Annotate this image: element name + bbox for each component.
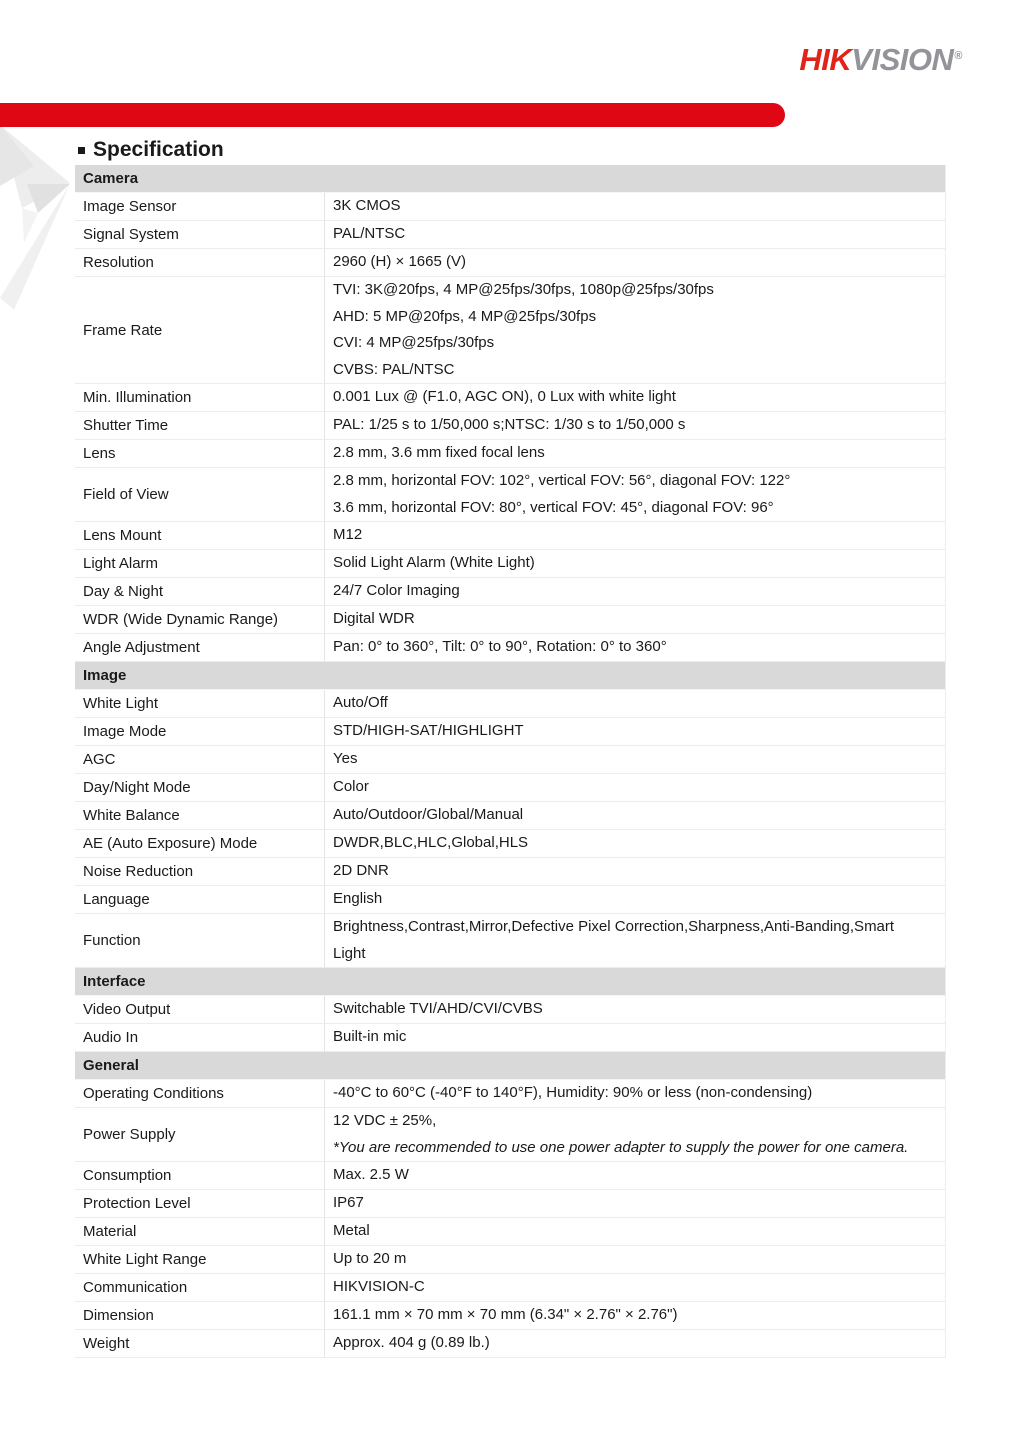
spec-value	[325, 412, 945, 439]
spec-table	[75, 165, 946, 1358]
spec-value-line: Up to 20 m	[333, 1250, 407, 1268]
spec-row	[75, 249, 945, 277]
section-header: Image	[75, 662, 945, 690]
spec-label: Angle Adjustment	[75, 634, 325, 661]
spec-label: Image Sensor	[75, 193, 325, 220]
spec-label: Power Supply	[75, 1108, 325, 1161]
spec-value-line: 2.8 mm, 3.6 mm fixed focal lens	[333, 444, 545, 462]
spec-value-line: 2.8 mm, horizontal FOV: 102°, vertical FOV: 56°, diagonal FOV: 122°	[333, 472, 791, 489]
spec-row	[75, 802, 945, 830]
spec-value-line: -40°C to 60°C (-40°F to 140°F), Humidity: 90% or less (non-condensing)	[333, 1084, 813, 1102]
spec-row	[75, 718, 945, 746]
spec-value	[325, 718, 945, 745]
spec-value-line: 0.001 Lux @ (F1.0, AGC ON), 0 Lux with white light	[333, 388, 676, 406]
spec-value-line: 161.1 mm × 70 mm × 70 mm (6.34" × 2.76" × 2.76")	[333, 1306, 678, 1324]
spec-value	[325, 802, 945, 829]
spec-value	[325, 578, 945, 605]
spec-label: Shutter Time	[75, 412, 325, 439]
spec-value-line: HIKVISION-C	[333, 1278, 425, 1296]
spec-label: Resolution	[75, 249, 325, 276]
spec-value	[325, 1274, 945, 1301]
logo-vision-text: VISION	[851, 42, 954, 77]
spec-row	[75, 522, 945, 550]
spec-label: Noise Reduction	[75, 858, 325, 885]
spec-row	[75, 468, 945, 522]
spec-value-line: Light	[333, 944, 366, 962]
spec-row	[75, 1330, 945, 1358]
spec-row	[75, 634, 945, 662]
spec-row	[75, 1246, 945, 1274]
spec-row	[75, 1190, 945, 1218]
section-header: Interface	[75, 968, 945, 996]
spec-label: Image Mode	[75, 718, 325, 745]
spec-label: Protection Level	[75, 1190, 325, 1217]
spec-label: Dimension	[75, 1302, 325, 1329]
spec-row	[75, 746, 945, 774]
spec-value	[325, 886, 945, 913]
spec-value	[325, 746, 945, 773]
spec-label: Weight	[75, 1330, 325, 1357]
spec-label: AGC	[75, 746, 325, 773]
spec-value-line: Metal	[333, 1222, 370, 1240]
spec-label: Day & Night	[75, 578, 325, 605]
spec-value	[325, 522, 945, 549]
spec-value-line: STD/HIGH-SAT/HIGHLIGHT	[333, 722, 524, 740]
spec-value-line: PAL: 1/25 s to 1/50,000 s;NTSC: 1/30 s to 1/50,000 s	[333, 416, 686, 434]
spec-value	[325, 830, 945, 857]
spec-value	[325, 468, 945, 521]
spec-value	[325, 996, 945, 1023]
spec-value-line: DWDR,BLC,HLC,Global,HLS	[333, 834, 529, 852]
spec-value-line: 12 VDC ± 25%,	[333, 1112, 437, 1129]
spec-row	[75, 193, 945, 221]
spec-row	[75, 440, 945, 468]
spec-label: White Light	[75, 690, 325, 717]
title-bullet-square	[78, 147, 85, 154]
spec-label: White Balance	[75, 802, 325, 829]
spec-value	[325, 634, 945, 661]
spec-value	[325, 221, 945, 248]
spec-row	[75, 550, 945, 578]
spec-value	[325, 440, 945, 467]
spec-value-line: 24/7 Color Imaging	[333, 582, 460, 600]
spec-value	[325, 1246, 945, 1273]
spec-row	[75, 1302, 945, 1330]
spec-row	[75, 1108, 945, 1162]
spec-label: Light Alarm	[75, 550, 325, 577]
spec-value	[325, 914, 945, 967]
spec-value	[325, 1302, 945, 1329]
spec-label: Function	[75, 914, 325, 967]
spec-row	[75, 830, 945, 858]
spec-value	[325, 1108, 945, 1161]
spec-row	[75, 606, 945, 634]
spec-label: Consumption	[75, 1162, 325, 1189]
spec-row	[75, 774, 945, 802]
registered-trademark-symbol: ®	[954, 49, 962, 62]
spec-label: Field of View	[75, 468, 325, 521]
spec-value	[325, 774, 945, 801]
spec-label: Signal System	[75, 221, 325, 248]
spec-row	[75, 578, 945, 606]
spec-label: AE (Auto Exposure) Mode	[75, 830, 325, 857]
spec-value	[325, 1190, 945, 1217]
spec-value-line: Approx. 404 g (0.89 lb.)	[333, 1334, 490, 1352]
spec-row	[75, 1080, 945, 1108]
spec-value-line: AHD: 5 MP@20fps, 4 MP@25fps/30fps	[333, 307, 597, 325]
spec-row	[75, 914, 945, 968]
spec-value-line: *You are recommended to use one power adapter to supply the power for one camera.	[333, 1138, 909, 1156]
spec-value-line: CVBS: PAL/NTSC	[333, 360, 455, 378]
spec-value	[325, 1218, 945, 1245]
spec-value	[325, 384, 945, 411]
spec-value-line: 3.6 mm, horizontal FOV: 80°, vertical FOV: 45°, diagonal FOV: 96°	[333, 498, 774, 516]
spec-value-line: Brightness,Contrast,Mirror,Defective Pixel Correction,Sharpness,Anti-Banding,Smart	[333, 918, 895, 935]
spec-row	[75, 384, 945, 412]
spec-value-line: PAL/NTSC	[333, 225, 406, 243]
spec-label: WDR (Wide Dynamic Range)	[75, 606, 325, 633]
spec-label: Language	[75, 886, 325, 913]
spec-label: White Light Range	[75, 1246, 325, 1273]
spec-label: Operating Conditions	[75, 1080, 325, 1107]
spec-value-line: Digital WDR	[333, 610, 415, 628]
spec-label: Min. Illumination	[75, 384, 325, 411]
page-title	[78, 138, 1018, 162]
spec-label: Video Output	[75, 996, 325, 1023]
spec-value-line: Switchable TVI/AHD/CVI/CVBS	[333, 1000, 543, 1018]
spec-row	[75, 1218, 945, 1246]
spec-value	[325, 1080, 945, 1107]
spec-label: Communication	[75, 1274, 325, 1301]
spec-value-line: Auto/Off	[333, 694, 388, 712]
spec-label: Material	[75, 1218, 325, 1245]
spec-value-line: Max. 2.5 W	[333, 1166, 409, 1184]
spec-label: Audio In	[75, 1024, 325, 1051]
spec-label: Lens	[75, 440, 325, 467]
spec-value-line: Yes	[333, 750, 358, 768]
spec-value	[325, 193, 945, 220]
spec-row	[75, 277, 945, 384]
spec-row	[75, 1024, 945, 1052]
spec-value	[325, 550, 945, 577]
section-header: General	[75, 1052, 945, 1080]
spec-row	[75, 886, 945, 914]
spec-value	[325, 606, 945, 633]
spec-value-line: Color	[333, 778, 369, 796]
spec-value-line: Solid Light Alarm (White Light)	[333, 554, 535, 572]
section-header: Camera	[75, 165, 945, 193]
spec-row	[75, 690, 945, 718]
spec-value-line: CVI: 4 MP@25fps/30fps	[333, 334, 495, 351]
spec-value-line: Built-in mic	[333, 1028, 407, 1046]
spec-value-line: IP67	[333, 1194, 364, 1212]
logo-hik-text: HIK	[799, 42, 852, 77]
spec-value-line: TVI: 3K@20fps, 4 MP@25fps/30fps, 1080p@25fps/30fps	[333, 281, 714, 298]
spec-value	[325, 1024, 945, 1051]
spec-label: Lens Mount	[75, 522, 325, 549]
spec-value	[325, 277, 945, 383]
spec-row	[75, 858, 945, 886]
spec-label: Day/Night Mode	[75, 774, 325, 801]
page-title-text: Specification	[93, 138, 224, 161]
spec-row	[75, 996, 945, 1024]
spec-value-line: 2D DNR	[333, 862, 389, 880]
spec-value-line: M12	[333, 526, 363, 544]
spec-value-line: Pan: 0° to 360°, Tilt: 0° to 90°, Rotation: 0° to 360°	[333, 638, 667, 656]
spec-label: Frame Rate	[75, 277, 325, 383]
accent-bar	[0, 103, 785, 127]
spec-value	[325, 1330, 945, 1357]
spec-value	[325, 249, 945, 276]
hikvision-logo	[799, 42, 962, 78]
spec-value-line: Auto/Outdoor/Global/Manual	[333, 806, 524, 824]
spec-row	[75, 1274, 945, 1302]
spec-value-line: English	[333, 890, 383, 908]
spec-value-line: 3K CMOS	[333, 197, 401, 215]
page-content	[0, 127, 1018, 1358]
spec-value	[325, 690, 945, 717]
spec-row	[75, 1162, 945, 1190]
spec-value	[325, 858, 945, 885]
spec-row	[75, 412, 945, 440]
spec-row	[75, 221, 945, 249]
spec-value	[325, 1162, 945, 1189]
spec-value-line: 2960 (H) × 1665 (V)	[333, 253, 466, 271]
